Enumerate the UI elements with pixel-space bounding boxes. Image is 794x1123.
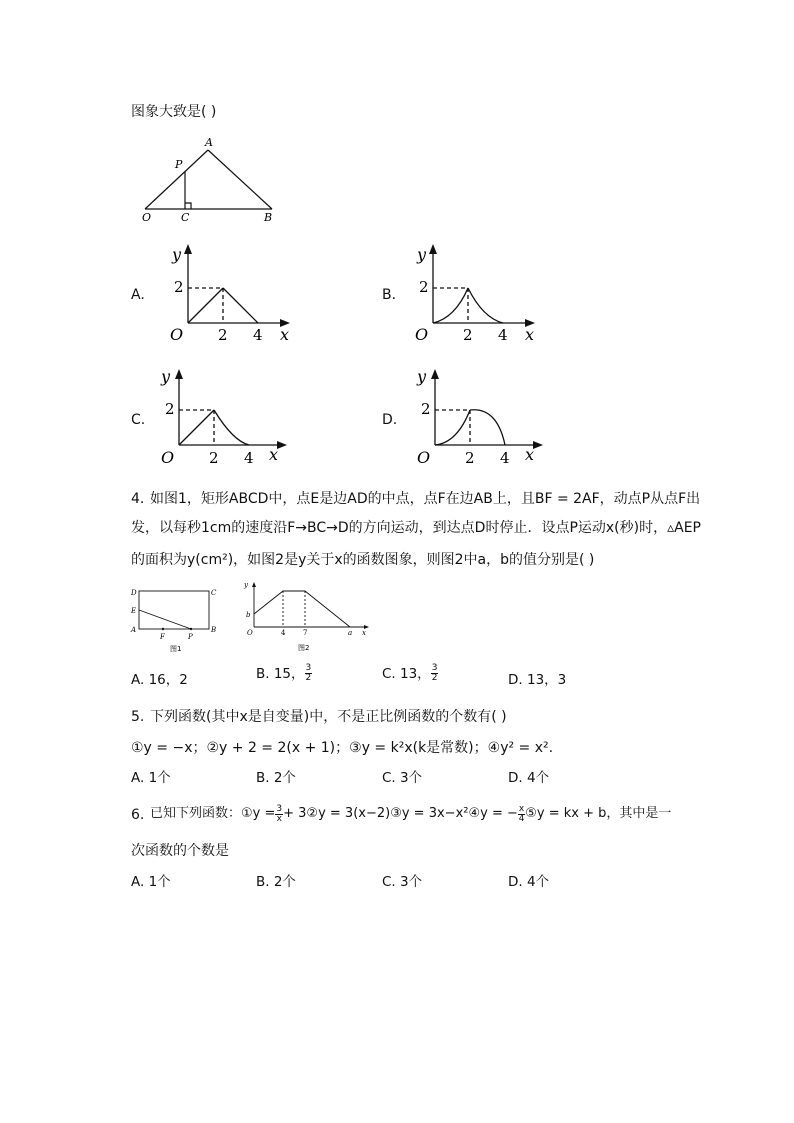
q3-option-a-graph[interactable] <box>160 240 300 345</box>
q6-option-b[interactable]: B. 2个 <box>256 874 296 890</box>
q4-figure-2 <box>238 578 373 656</box>
q4-figure-1 <box>125 585 225 655</box>
fig2-a: a <box>348 629 353 637</box>
q5-number: 5. <box>131 709 145 725</box>
axis-y: y <box>172 245 182 264</box>
q5-option-b[interactable]: B. 2个 <box>256 770 296 786</box>
q4-option-c-den: 2 <box>431 673 438 683</box>
tick-4-h: 4 <box>244 449 254 467</box>
tick-2-v: 2 <box>174 278 184 296</box>
fig2-4: 4 <box>281 629 286 637</box>
q4-option-b-num: 3 <box>305 663 312 673</box>
tick-2-h: 2 <box>209 449 219 467</box>
q3-option-b-graph[interactable] <box>405 240 545 345</box>
label-B: B <box>264 211 273 224</box>
q3-question-tail: 图象大致是( ) <box>131 104 217 120</box>
q6-stem-line-1 <box>150 798 671 830</box>
fig1-D: D <box>131 589 137 597</box>
q6-stem-prefix: 已知下列函数： <box>150 806 242 821</box>
origin-o: O <box>170 325 184 344</box>
q6-f1-pre: ①y = <box>241 806 276 821</box>
q6-f3: ③y = 3x−x² <box>390 806 469 821</box>
q6-f5: ⑤y = kx + b <box>525 806 607 821</box>
q5-stem: 下列函数(其中x是自变量)中，不是正比例函数的个数有( ) <box>150 709 507 725</box>
q5-option-d[interactable]: D. 4个 <box>508 770 550 786</box>
q4-option-c-prefix: C. 13， <box>382 665 431 682</box>
tick-2-h: 2 <box>218 326 228 344</box>
q6-f4-fraction <box>518 805 525 824</box>
q4-option-d[interactable]: D. 13，3 <box>508 672 567 688</box>
tick-2-h: 2 <box>465 449 475 467</box>
fig1-P: P <box>188 633 193 641</box>
axis-y: y <box>417 245 427 264</box>
fig2-y: y <box>244 581 248 589</box>
q4-line-1: 如图1，矩形ABCD中，点E是边AD的中点，点F在边AB上，且BF = 2AF，动点P从点F出 <box>150 491 701 507</box>
q3-option-a-letter[interactable]: A. <box>131 287 145 303</box>
q3-option-c-letter[interactable]: C. <box>131 412 146 428</box>
tick-2-v: 2 <box>421 400 431 418</box>
q6-stem-suffix: ，其中是一 <box>606 806 672 821</box>
axis-x: x <box>269 445 279 464</box>
axis-y: y <box>417 367 427 386</box>
fig2-7: 7 <box>303 629 308 637</box>
tick-2-v: 2 <box>419 278 429 296</box>
fig2-o: O <box>247 629 253 637</box>
q6-f1-den: x <box>276 813 282 824</box>
q6-stem-line-2: 次函数的个数是 <box>131 843 229 859</box>
q6-option-d[interactable]: D. 4个 <box>508 874 550 890</box>
q6-f2: ②y = 3(x−2) <box>306 806 391 821</box>
q4-option-b-den: 2 <box>305 673 312 683</box>
axis-y: y <box>161 367 171 386</box>
q4-option-b-prefix: B. 15， <box>256 665 305 682</box>
tick-4-h: 4 <box>498 326 508 344</box>
q6-number: 6. <box>131 807 145 823</box>
q4-option-c-num: 3 <box>431 663 438 673</box>
q6-f4-pre: ④y = − <box>468 806 518 821</box>
fig1-E: E <box>131 607 137 615</box>
origin-o: O <box>415 325 429 344</box>
fig1-F: F <box>160 633 165 641</box>
q4-line-3: 的面积为y(cm²)，如图2是y关于x的函数图象，则图2中a，b的值分别是( ) <box>131 552 595 568</box>
fig2-x: x <box>362 629 366 637</box>
q3-option-c-graph[interactable] <box>151 365 291 470</box>
q3-option-d-graph[interactable] <box>407 365 547 470</box>
fig1-caption: 图1 <box>170 645 182 653</box>
axis-x: x <box>525 325 535 344</box>
label-C: C <box>181 211 190 224</box>
fig2-b: b <box>246 611 251 619</box>
tick-4-h: 4 <box>500 449 510 467</box>
tick-4-h: 4 <box>253 326 263 344</box>
q5-option-c[interactable]: C. 3个 <box>382 770 423 786</box>
fig2-caption: 图2 <box>298 644 310 652</box>
q4-option-a[interactable]: A. 16，2 <box>131 672 188 688</box>
fig1-A: A <box>131 626 137 634</box>
q4-option-c-fraction <box>431 664 439 683</box>
label-P: P <box>175 158 183 171</box>
tick-2-h: 2 <box>463 326 473 344</box>
q6-f1-num: 3 <box>276 803 283 814</box>
q6-f1-fraction <box>275 805 283 824</box>
q5-option-a[interactable]: A. 1个 <box>131 770 171 786</box>
q4-option-b[interactable] <box>256 664 312 683</box>
axis-x: x <box>525 445 535 464</box>
label-A: A <box>205 136 213 149</box>
q3-option-b-letter[interactable]: B. <box>382 287 397 303</box>
label-O: O <box>142 211 152 224</box>
tick-2-v: 2 <box>165 400 175 418</box>
origin-o: O <box>417 448 431 467</box>
q3-option-d-letter[interactable]: D. <box>382 412 398 428</box>
q4-number: 4. <box>131 491 145 507</box>
q6-option-c[interactable]: C. 3个 <box>382 874 423 890</box>
q4-line-2: 发，以每秒1cm的速度沿F→BC→D的方向运动，到达点D时停止．设点P运动x(秒)时，▵AEP <box>131 520 701 536</box>
q5-items: ①y = −x；②y + 2 = 2(x + 1)；③y = k²x(k是常数)；④y² = x². <box>131 740 554 756</box>
q4-option-c[interactable] <box>382 664 438 683</box>
q6-f1-post: + 3 <box>283 806 307 821</box>
axis-x: x <box>280 325 290 344</box>
q6-f4-den: 4 <box>518 813 525 824</box>
fig1-B: B <box>211 626 217 634</box>
fig1-C: C <box>211 589 217 597</box>
q4-option-b-fraction <box>305 664 313 683</box>
q6-option-a[interactable]: A. 1个 <box>131 874 171 890</box>
q6-f4-num: x <box>518 803 525 814</box>
origin-o: O <box>161 448 175 467</box>
